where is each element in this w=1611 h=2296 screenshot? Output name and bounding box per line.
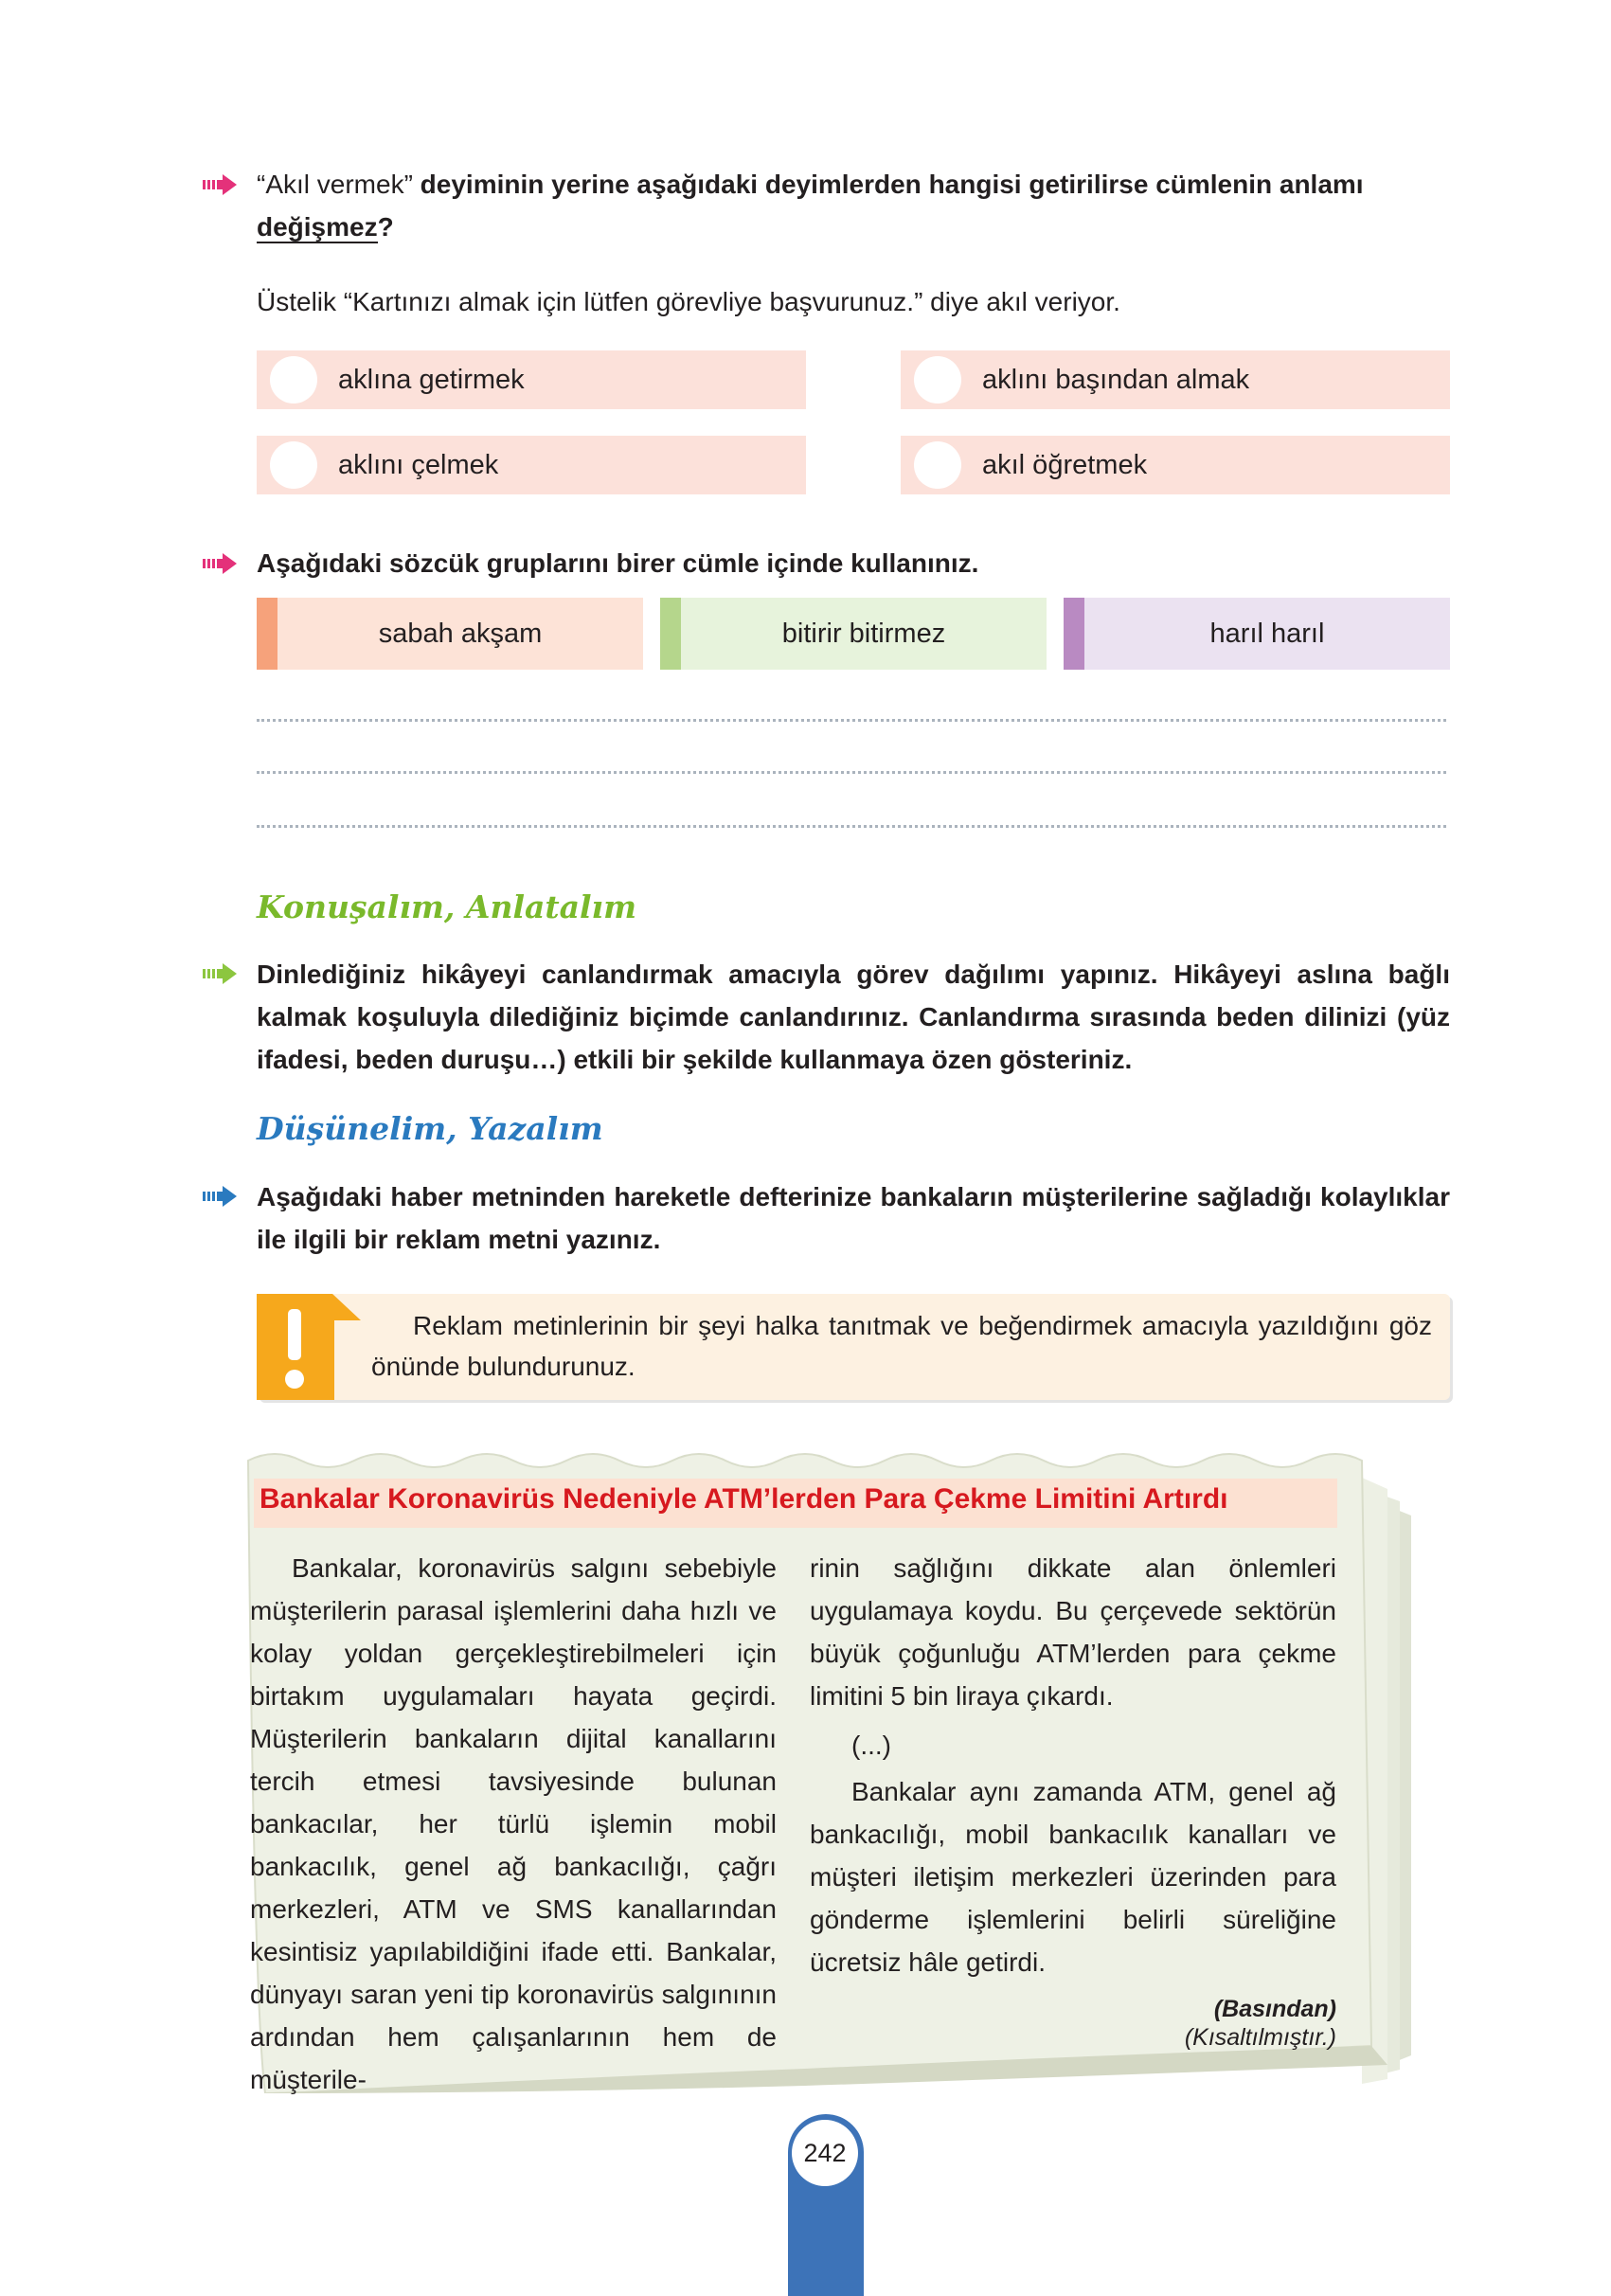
section2-text: Aşağıdaki haber metninden hareketle defterinize bankaların müşterilerine sağladığı kolaylıklar ile ilgili bir reklam metni yazınız. xyxy=(257,1182,1450,1254)
news-column-2 xyxy=(810,1547,1336,2052)
green-arrow-icon xyxy=(203,963,237,984)
word-text: bitirir bitirmez xyxy=(681,598,1047,670)
pink-arrow-icon xyxy=(203,174,237,195)
news-column-1 xyxy=(250,1547,777,2101)
exclamation-icon xyxy=(257,1294,361,1400)
answer-line-3[interactable] xyxy=(257,825,1446,828)
word-box-3 xyxy=(1064,598,1450,670)
section-title-konusalim: Konuşalım, Anlatalım xyxy=(257,888,637,925)
word-text: sabah akşam xyxy=(277,598,643,670)
note-text: Reklam metinlerinin bir şeyi halka tanıtmak ve beğendirmek amacıyla yazıldığını göz önünde bulundurunuz. xyxy=(371,1311,1432,1381)
page-number-circle xyxy=(792,2120,858,2186)
q1-prompt-end: ? xyxy=(377,212,394,242)
option-label: aklını başından almak xyxy=(982,364,1250,395)
option-radio[interactable] xyxy=(914,441,961,489)
news-shortened-note: (Kısaltılmıştır.) xyxy=(1184,2024,1336,2051)
word-text: harıl harıl xyxy=(1084,598,1450,670)
answer-line-1[interactable] xyxy=(257,719,1446,722)
option-radio[interactable] xyxy=(270,441,317,489)
option-label: akıl öğretmek xyxy=(982,449,1148,480)
section-title-dusunelim: Düşünelim, Yazalım xyxy=(257,1110,603,1147)
news-col1-text: Bankalar, koronavirüs salgını sebebiyle müşterilerin parasal işlemlerini daha hızlı ve kolay yoldan gerçekleştirebilmeleri için birtakım uygulamaları hayata geçirdi. Müşterilerin bankaların dijital kanallarını tercih etmesi tavsiyesinde bulunan bankacılar, her türlü işlemin mobil bankacılık, genel ağ bankacılığı, çağrı merkezleri, ATM ve SMS kanallarından kesintisiz yapılabildiğini ifade etti. Bankalar, dünyayı saran yeni tip koronavirüs salgınının ardından hem çalışanlarının hem de müşterile- xyxy=(250,1553,777,2094)
q2-prompt: Aşağıdaki sözcük gruplarını birer cümle içinde kullanınız. xyxy=(257,548,979,578)
answer-line-2[interactable] xyxy=(257,771,1446,774)
blue-arrow-icon xyxy=(203,1186,237,1207)
word-box-2 xyxy=(660,598,1047,670)
news-source: (Basından) xyxy=(1213,1996,1336,2022)
q1-option-b[interactable] xyxy=(901,350,1450,409)
news-headline: Bankalar Koronavirüs Nedeniyle ATM’lerden Para Çekme Limitini Artırdı xyxy=(260,1483,1228,1515)
option-radio[interactable] xyxy=(914,356,961,404)
news-col2-p1: rinin sağlığını dikkate alan önlemleri uygulamaya koydu. Bu çerçevede sektörün büyük çoğunluğu ATM’lerden para çekme limitini 5 bin liraya çıkardı. xyxy=(810,1553,1336,1711)
news-col2-p2: Bankalar aynı zamanda ATM, genel ağ bankacılığı, mobil bankacılık kanalları ve müşteri iletişim merkezleri üzerinden para gönderme işlemlerini belirli süreliğine ücretsiz hâle getirdi. xyxy=(810,1777,1336,1977)
news-ellipsis: (...) xyxy=(851,1731,891,1760)
q1-prompt-rest: deyiminin yerine aşağıdaki deyimlerden hangisi getirilirse cümlenin anlamı xyxy=(412,170,1364,199)
q1-underlined-word: değişmez xyxy=(257,212,378,242)
q1-prompt xyxy=(257,163,1450,248)
note-box xyxy=(257,1294,1450,1400)
section1-text: Dinlediğiniz hikâyeyi canlandırmak amacıyla görev dağılımı yapınız. Hikâyeyi aslına bağlı kalmak koşuluyla dilediğiniz biçimde canlandırınız. Canlandırma sırasında beden dilinizi (yüz ifadesi, beden duruşu…) etkili bir şekilde kullanmaya özen gösteriniz. xyxy=(257,960,1450,1074)
option-label: aklını çelmek xyxy=(338,449,499,480)
option-label: aklına getirmek xyxy=(338,364,525,395)
q1-sentence: Üstelik “Kartınızı almak için lütfen görevliye başvurunuz.” diye akıl veriyor. xyxy=(257,287,1120,316)
page-number: 242 xyxy=(803,2138,847,2167)
q1-option-c[interactable] xyxy=(257,436,806,494)
word-box-1 xyxy=(257,598,643,670)
pink-arrow-icon xyxy=(203,553,237,574)
option-radio[interactable] xyxy=(270,356,317,404)
q1-quote: “Akıl vermek” xyxy=(257,170,413,199)
q1-option-d[interactable] xyxy=(901,436,1450,494)
q1-option-a[interactable] xyxy=(257,350,806,409)
